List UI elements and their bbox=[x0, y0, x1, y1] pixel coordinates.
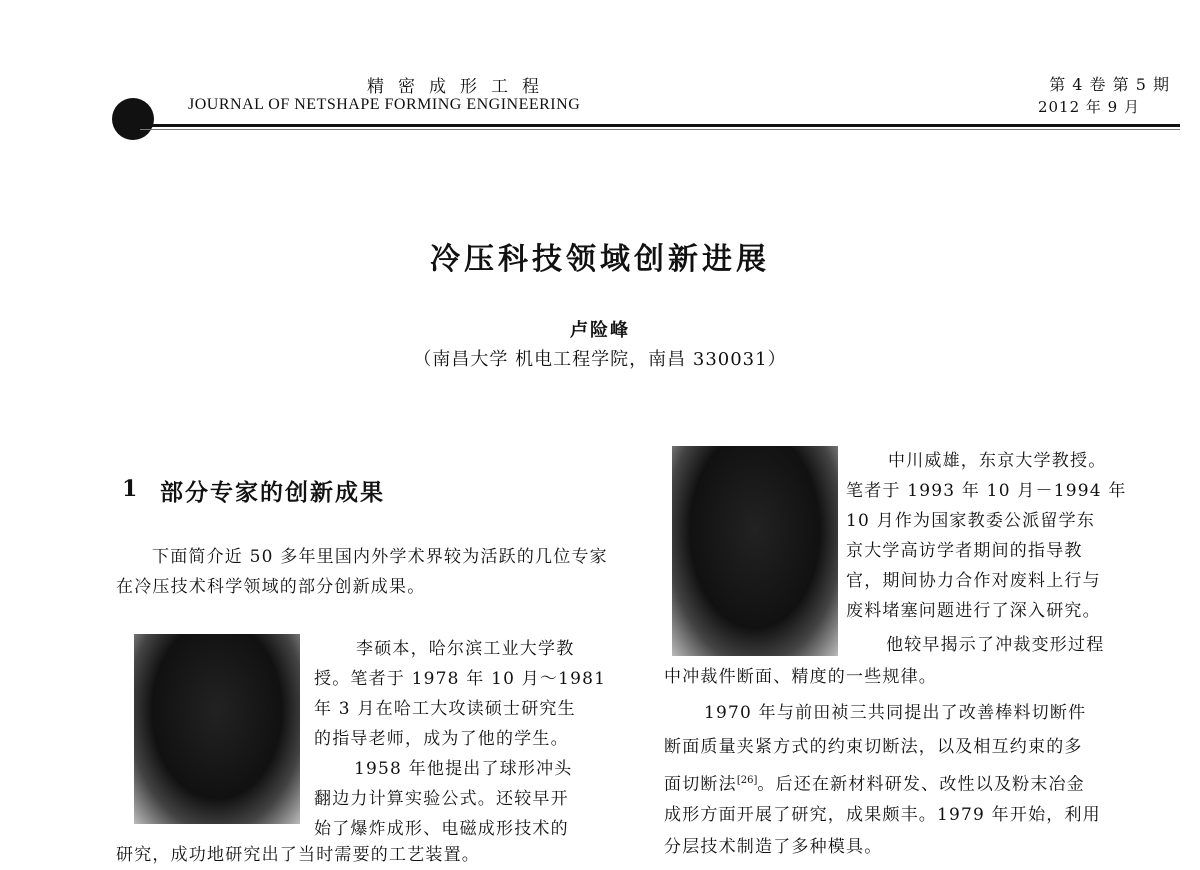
journal-title-cn: 精密成形工程 bbox=[367, 77, 553, 97]
expert2-line: 京大学高访学者期间的指导教 bbox=[846, 541, 1083, 561]
portrait-photo-li-shuoben bbox=[134, 634, 300, 824]
intro-paragraph: 下面简介近 50 多年里国内外学术界较为活跃的几位专家在冷压技术科学领域的部分创新成果。 bbox=[116, 547, 608, 597]
issue-date: 2012 年 9 月 bbox=[1037, 98, 1140, 116]
para2-line: 分层技术制造了多种模具。 bbox=[664, 837, 883, 857]
header-rule-thin bbox=[140, 129, 1180, 130]
author-affiliation: （南昌大学 机电工程学院，南昌 330031） bbox=[413, 349, 787, 370]
section-number: 1 bbox=[122, 476, 138, 502]
article-author: 卢险峰 bbox=[570, 320, 630, 341]
citation-reference: [26] bbox=[736, 775, 758, 786]
header-rule-thick bbox=[140, 124, 1180, 127]
expert2-line: 笔者于 1993 年 10 月－1994 年 bbox=[846, 481, 1127, 501]
journal-logo-dot bbox=[112, 98, 154, 140]
para2-line-with-citation bbox=[664, 766, 1085, 800]
para2-line: 成形方面开展了研究，成果颇丰。1979 年开始，利用 bbox=[664, 805, 1101, 825]
volume-issue: 第 4 卷 第 5 期 bbox=[1049, 75, 1170, 94]
expert1-tail-line: 研究，成功地研究出了当时需要的工艺装置。 bbox=[116, 845, 480, 865]
para2-text-before-citation: 面切断法 bbox=[664, 774, 737, 795]
expert2-line: 官，期间协力合作对废料上行与 bbox=[846, 571, 1101, 591]
article-title: 冷压科技领域创新进展 bbox=[430, 242, 770, 277]
section-title: 部分专家的创新成果 bbox=[160, 480, 385, 506]
journal-title-en: JOURNAL OF NETSHAPE FORMING ENGINEERING bbox=[188, 96, 581, 113]
expert2-line: 他较早揭示了冲裁变形过程 bbox=[886, 635, 1105, 655]
expert1-line: 1958 年他提出了球形冲头 bbox=[354, 759, 573, 779]
expert2-full-line: 中冲裁件断面、精度的一些规律。 bbox=[664, 667, 937, 687]
expert1-line: 始了爆炸成形、电磁成形技术的 bbox=[314, 819, 569, 839]
para2-line: 断面质量夹紧方式的约束切断法，以及相互约束的多 bbox=[664, 737, 1083, 757]
expert1-line: 授。笔者于 1978 年 10 月～1981 bbox=[314, 669, 607, 689]
expert2-line: 中川威雄，东京大学教授。 bbox=[888, 451, 1107, 471]
portrait-photo-nakagawa bbox=[672, 446, 838, 656]
expert1-line: 年 3 月在哈工大攻读硕士研究生 bbox=[314, 699, 576, 719]
expert1-line: 的指导老师，成为了他的学生。 bbox=[314, 729, 569, 749]
expert2-line: 废料堵塞问题进行了深入研究。 bbox=[846, 601, 1101, 621]
para2-text-after-citation: 。后还在新材料研发、改性以及粉末冶金 bbox=[757, 774, 1085, 795]
para2-line: 1970 年与前田祯三共同提出了改善棒料切断件 bbox=[704, 703, 1087, 723]
expert1-line: 翻边力计算实验公式。还较早开 bbox=[314, 789, 569, 809]
expert1-line: 李硕本，哈尔滨工业大学教 bbox=[356, 639, 575, 659]
expert2-line: 10 月作为国家教委公派留学东 bbox=[846, 511, 1096, 531]
